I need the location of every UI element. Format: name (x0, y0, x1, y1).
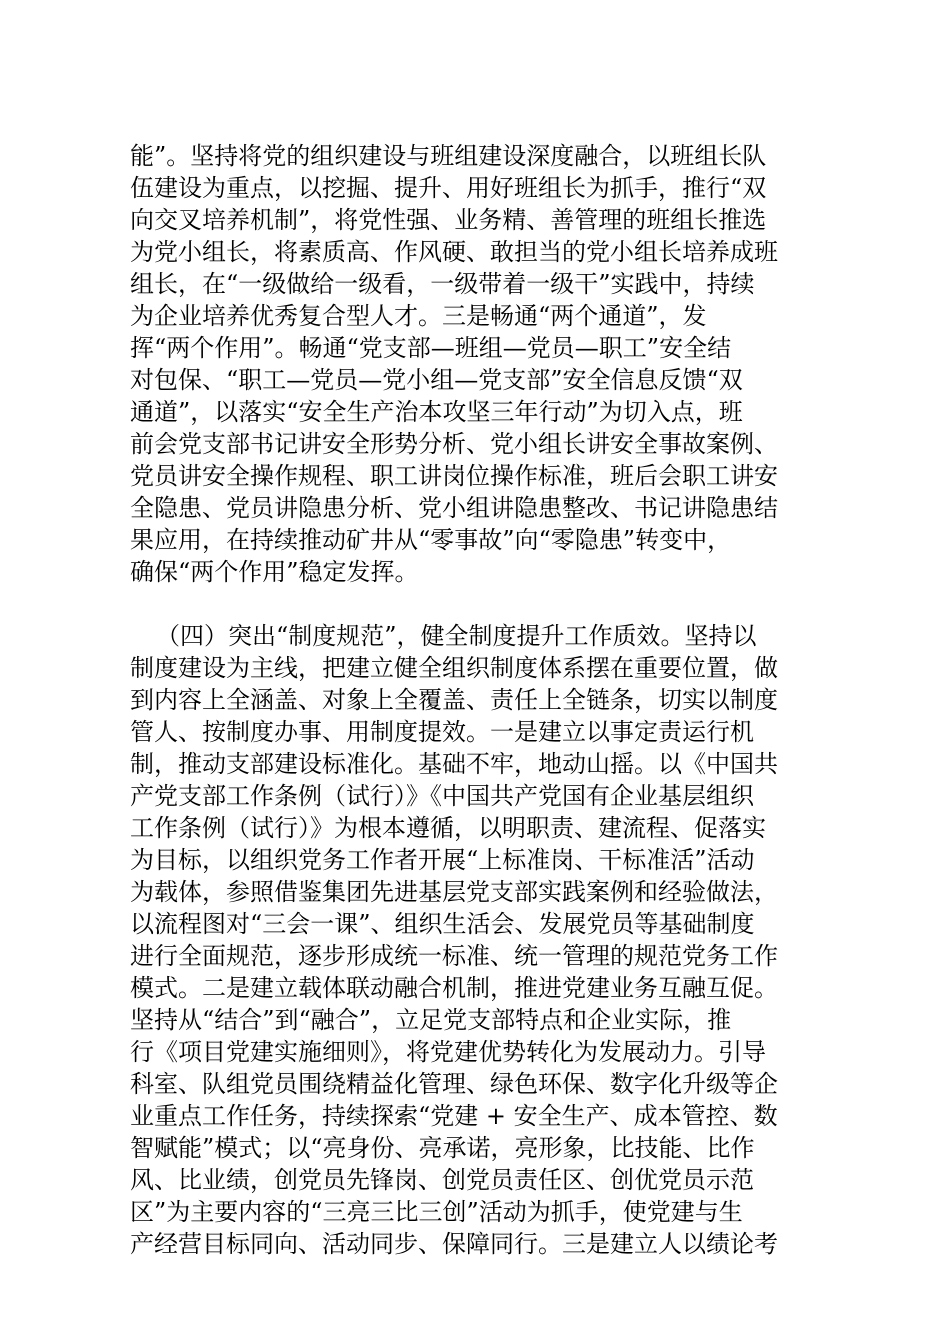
text-line: 为载体，参照借鉴集团先进基层党支部实践案例和经验做法， (130, 878, 778, 906)
text-line: 制度建设为主线，把建立健全组织制度体系摆在重要位置，做 (130, 654, 778, 682)
text-line: 区”为主要内容的“三亮三比三创”活动为抓手，使党建与生 (130, 1198, 743, 1226)
text-line: （四）突出“制度规范”，健全制度提升工作质效。坚持以 (156, 622, 757, 650)
text-line: 产经营目标同向、活动同步、保障同行。三是建立人以绩论考 (130, 1230, 778, 1258)
text-line: 果应用，在持续推动矿井从“零事故”向“零隐患”转变中， (130, 526, 732, 554)
text-line: 进行全面规范，逐步形成统一标准、统一管理的规范党务工作 (130, 942, 778, 970)
text-line: 对包保、“职工—党员—党小组—党支部”安全信息反馈“双 (130, 366, 743, 394)
text-line: 能”。坚持将党的组织建设与班组建设深度融合，以班组长队 (130, 142, 767, 170)
text-line: 伍建设为重点，以挖掘、提升、用好班组长为抓手，推行“双 (130, 174, 767, 202)
text-line: 为党小组长，将素质高、作风硬、敢担当的党小组长培养成班 (130, 238, 778, 266)
document-page (130, 140, 830, 1260)
text-line: 行《项目党建实施细则》，将党建优势转化为发展动力。引导 (130, 1038, 766, 1066)
text-line: 向交叉培养机制”，将党性强、业务精、善管理的班组长推选 (130, 206, 767, 234)
text-line: 党员讲安全操作规程、职工讲岗位操作标准，班后会职工讲安 (130, 462, 778, 490)
text-line: 科室、队组党员围绕精益化管理、绿色环保、数字化升级等企 (130, 1070, 778, 1098)
text-line: 产党支部工作条例（试行）》《中国共产党国有企业基层组织 (130, 782, 754, 810)
text-line: 风、比业绩，创党员先锋岗、创党员责任区、创优党员示范 (130, 1166, 754, 1194)
text-line: 坚持从“结合”到“融合”，立足党支部特点和企业实际，推 (130, 1006, 732, 1034)
text-line: 管人、按制度办事、用制度提效。一是建立以事定责运行机 (130, 718, 754, 746)
text-line: 确保“两个作用”稳定发挥。 (130, 558, 419, 586)
text-line: 业重点工作任务，持续探索“党建 + 安全生产、成本管控、数 (130, 1102, 778, 1130)
text-line: 为企业培养优秀复合型人才。三是畅通“两个通道”，发 (130, 302, 707, 330)
text-line: 全隐患、党员讲隐患分析、党小组讲隐患整改、书记讲隐患结 (130, 494, 778, 522)
paragraph-gap (130, 588, 830, 620)
text-line: 前会党支部书记讲安全形势分析、党小组长讲安全事故案例、 (130, 430, 778, 458)
text-line: 制，推动支部建设标准化。基础不牢，地动山摇。以《中国共 (130, 750, 778, 778)
text-line: 挥“两个作用”。畅通“党支部—班组—党员—职工”安全结 (130, 334, 732, 362)
text-line: 智赋能”模式；以“亮身份、亮承诺，亮形象，比技能、比作 (130, 1134, 755, 1162)
paragraph-1 (130, 140, 830, 588)
text-line: 组长，在“一级做给一级看，一级带着一级干”实践中，持续 (130, 270, 755, 298)
text-line: 模式。二是建立载体联动融合机制，推进党建业务互融互促。 (130, 974, 778, 1002)
text-line: 通道”，以落实“安全生产治本攻坚三年行动”为切入点，班 (130, 398, 743, 426)
text-line: 以流程图对“三会一课”、组织生活会、发展党员等基础制度 (130, 910, 755, 938)
text-line: 工作条例（试行）》为根本遵循，以明职责、建流程、促落实 (130, 814, 766, 842)
text-line: 到内容上全涵盖、对象上全覆盖、责任上全链条，切实以制度 (130, 686, 778, 714)
text-line: 为目标，以组织党务工作者开展“上标准岗、干标准活”活动 (130, 846, 755, 874)
paragraph-2 (130, 620, 830, 1260)
